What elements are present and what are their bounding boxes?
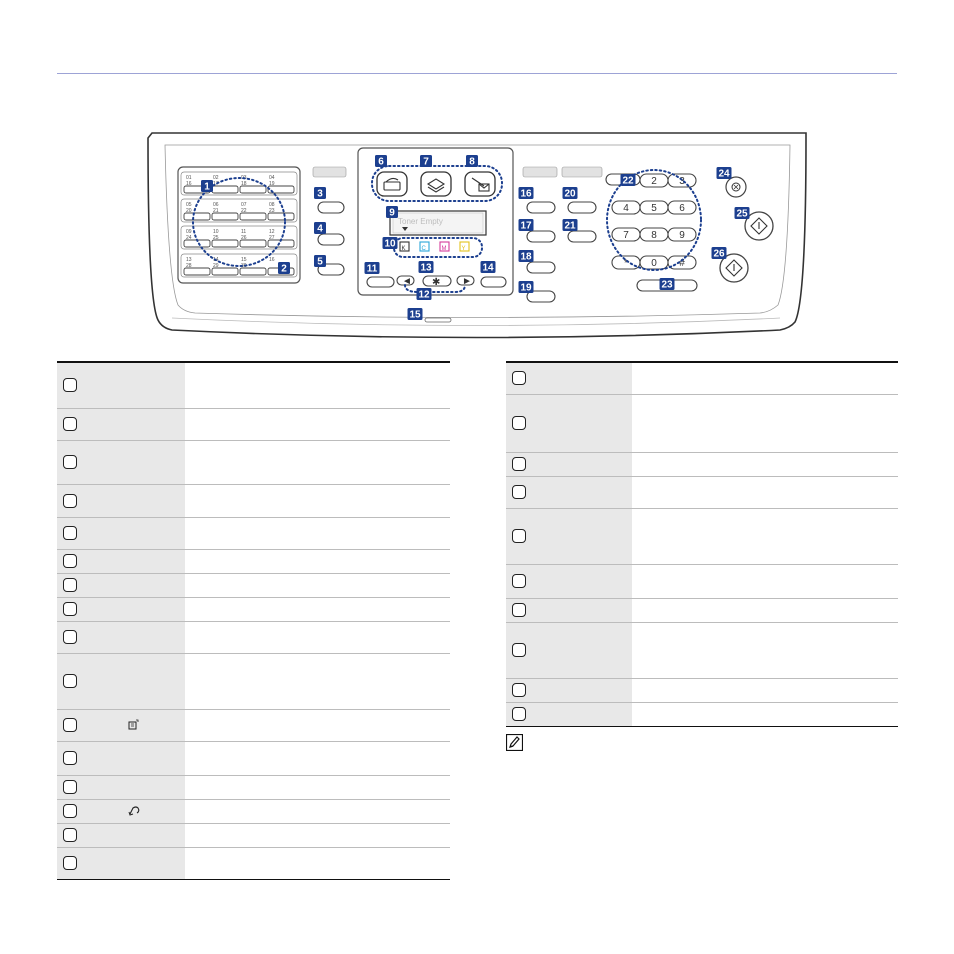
callout-number: 21	[564, 220, 576, 232]
number-box	[63, 804, 77, 818]
callout-number: 3	[317, 188, 323, 200]
table-row	[57, 549, 450, 573]
status-led-slot	[425, 318, 451, 322]
speed-dial-number: 03	[241, 175, 247, 181]
number-box	[512, 574, 526, 588]
number-box	[63, 718, 77, 732]
callout-number: 11	[366, 263, 378, 275]
speed-dial-number: 20	[186, 208, 192, 214]
feature-description-cell	[632, 702, 898, 726]
table-row	[57, 484, 450, 517]
speed-dial-number: 17	[213, 181, 219, 187]
feature-name-cell	[57, 621, 185, 653]
callout-number: 4	[317, 223, 323, 235]
keypad-key-label: 0	[651, 258, 657, 269]
callout-number: 23	[661, 279, 673, 291]
speed-dial-number: 27	[269, 235, 275, 241]
feature-description-cell	[185, 573, 450, 597]
feature-description-cell	[185, 440, 450, 484]
feature-description-cell	[185, 484, 450, 517]
menu-button[interactable]	[367, 277, 394, 287]
speed-dial-number: 07	[241, 202, 247, 208]
speed-dial-number: 24	[186, 235, 192, 241]
label-plate-mid-1	[523, 167, 557, 177]
callout-number: 26	[713, 248, 725, 260]
toner-save-icon	[127, 719, 139, 731]
callout-number: 7	[423, 156, 429, 168]
note-icon	[506, 734, 523, 751]
speed-dial-number: 25	[213, 235, 219, 241]
speed-dial-number: 10	[213, 229, 219, 235]
callout-number: 22	[622, 175, 634, 187]
callout-number: 24	[718, 168, 730, 180]
feature-description-cell	[632, 394, 898, 452]
feature-description-cell	[185, 653, 450, 709]
feature-description-cell	[632, 678, 898, 702]
table-row	[506, 476, 898, 508]
right-feature-table	[506, 361, 898, 727]
callout-number: 19	[520, 282, 532, 294]
feature-name-cell	[57, 362, 185, 408]
redial-button[interactable]	[318, 234, 344, 245]
label-plate-left	[313, 167, 346, 177]
table-row	[506, 394, 898, 452]
feature-description-cell	[185, 517, 450, 549]
feature-description-cell	[185, 549, 450, 573]
keypad-key-label: 6	[679, 203, 685, 214]
number-box	[512, 603, 526, 617]
button-20[interactable]	[568, 202, 596, 213]
feature-name-cell	[57, 775, 185, 799]
button-17[interactable]	[527, 231, 555, 242]
number-box	[63, 828, 77, 842]
button-16[interactable]	[527, 202, 555, 213]
feature-description-cell	[632, 362, 898, 394]
feature-description-cell	[185, 621, 450, 653]
number-box	[512, 371, 526, 385]
callout-number: 12	[418, 289, 430, 301]
keypad-key-label: 5	[651, 203, 657, 214]
speed-dial-button[interactable]	[240, 186, 266, 193]
left-arrow-glyph: ◄	[402, 276, 412, 287]
callout-number: 18	[520, 251, 532, 263]
speed-dial-number: 30	[241, 263, 247, 269]
table-row	[57, 573, 450, 597]
feature-name-cell	[57, 597, 185, 621]
feature-name-cell	[57, 549, 185, 573]
table-row	[506, 362, 898, 394]
keypad-key-label: *	[624, 258, 628, 269]
feature-name-cell	[506, 702, 632, 726]
feature-name-cell	[57, 573, 185, 597]
speed-dial-button[interactable]	[212, 268, 238, 275]
label-plate-mid-2	[562, 167, 602, 177]
number-box	[63, 494, 77, 508]
speed-dial-number: 22	[241, 208, 247, 214]
table-row	[506, 452, 898, 476]
speed-dial-number: 01	[186, 175, 192, 181]
lcd-text: Toner Empty	[398, 217, 443, 226]
table-row	[506, 564, 898, 598]
speed-dial-number: 26	[241, 235, 247, 241]
callout-number: 20	[564, 188, 576, 200]
speed-dial-number: 02	[213, 175, 219, 181]
feature-description-cell	[185, 823, 450, 847]
keypad-key-label: 3	[679, 176, 685, 187]
fax-mode-button[interactable]	[377, 172, 407, 196]
speed-dial-button[interactable]	[212, 213, 238, 220]
feature-description-cell	[632, 622, 898, 678]
table-row	[506, 622, 898, 678]
callout-number: 9	[389, 207, 395, 219]
feature-name-cell	[506, 678, 632, 702]
ok-glyph: ✱	[432, 277, 441, 288]
toner-label: Y	[461, 246, 466, 252]
speed-dial-number: 23	[269, 208, 275, 214]
speed-dial-button[interactable]	[212, 186, 238, 193]
number-box	[512, 416, 526, 430]
feature-name-cell	[57, 709, 185, 741]
feature-description-cell	[185, 362, 450, 408]
callout-number: 25	[736, 208, 748, 220]
callout-number: 1	[204, 181, 210, 193]
feature-name-cell	[57, 847, 185, 879]
table-row	[506, 678, 898, 702]
callout-number: 2	[281, 263, 287, 275]
speed-dial-number: 06	[213, 202, 219, 208]
table-row	[57, 621, 450, 653]
feature-description-cell	[185, 597, 450, 621]
keypad-key-label: #	[679, 258, 685, 269]
feature-description-cell	[632, 564, 898, 598]
feature-name-cell	[57, 440, 185, 484]
number-box	[63, 378, 77, 392]
number-box	[63, 578, 77, 592]
number-box	[63, 526, 77, 540]
address-book-button[interactable]	[318, 202, 344, 213]
number-box	[63, 630, 77, 644]
speed-dial-number: 11	[241, 229, 247, 235]
callout-number: 15	[409, 309, 421, 321]
speed-dial-number: 18	[241, 181, 247, 187]
feature-description-cell	[632, 508, 898, 564]
speed-dial-button[interactable]	[240, 268, 266, 275]
feature-name-cell	[57, 653, 185, 709]
table-row	[57, 517, 450, 549]
feature-name-cell	[506, 452, 632, 476]
table-row	[57, 362, 450, 408]
number-box	[63, 674, 77, 688]
speed-dial-number: 16	[269, 257, 275, 263]
feature-description-cell	[185, 775, 450, 799]
keypad-key-label: 8	[651, 230, 657, 241]
toner-label: M	[441, 246, 447, 252]
feature-name-cell	[57, 408, 185, 440]
speed-dial-number: 29	[213, 263, 219, 269]
speed-dial-number: 21	[213, 208, 219, 214]
table-row	[57, 597, 450, 621]
left-feature-table	[57, 361, 450, 880]
right-arrow-glyph: ►	[462, 276, 472, 287]
feature-name-cell	[506, 564, 632, 598]
button-21[interactable]	[568, 231, 596, 242]
callout-number: 5	[317, 256, 323, 268]
table-row	[57, 847, 450, 879]
feature-name-cell	[57, 484, 185, 517]
speed-dial-number: 15	[241, 257, 247, 263]
number-box	[512, 457, 526, 471]
feature-description-cell	[185, 847, 450, 879]
toner-label: K	[401, 246, 406, 252]
callout-number: 6	[378, 156, 384, 168]
table-row	[57, 741, 450, 775]
callout-number: 16	[520, 188, 532, 200]
speed-dial-number: 08	[269, 202, 275, 208]
number-box	[512, 643, 526, 657]
feature-name-cell	[506, 394, 632, 452]
feature-name-cell	[506, 476, 632, 508]
feature-description-cell	[632, 598, 898, 622]
number-box	[512, 683, 526, 697]
feature-description-cell	[185, 741, 450, 775]
keypad-key-label: 4	[623, 203, 629, 214]
number-box	[63, 856, 77, 870]
feature-name-cell	[506, 622, 632, 678]
table-row	[57, 653, 450, 709]
speed-dial-number: 19	[269, 181, 275, 187]
speed-dial-button[interactable]	[184, 213, 210, 220]
callout-number: 10	[384, 238, 396, 250]
speed-dial-number: 04	[269, 175, 275, 181]
speed-dial-number: 28	[186, 263, 192, 269]
speed-dial-number: 12	[269, 229, 275, 235]
feature-name-cell	[57, 741, 185, 775]
table-row	[57, 775, 450, 799]
feature-description-cell	[632, 452, 898, 476]
number-box	[63, 455, 77, 469]
table-row	[506, 508, 898, 564]
speed-dial-button[interactable]	[240, 213, 266, 220]
table-row	[57, 408, 450, 440]
speed-dial-number: 16	[186, 181, 192, 187]
speed-dial-number: 13	[186, 257, 192, 263]
feature-description-cell	[632, 476, 898, 508]
number-box	[63, 751, 77, 765]
callout-number: 13	[420, 262, 432, 274]
number-box	[63, 417, 77, 431]
feature-name-cell	[57, 799, 185, 823]
feature-description-cell	[185, 799, 450, 823]
back-button[interactable]	[481, 277, 506, 287]
toner-label: C	[421, 246, 426, 252]
control-panel-figure	[0, 0, 954, 350]
callout-number: 8	[469, 156, 475, 168]
back-icon	[127, 805, 143, 817]
speed-dial-button[interactable]	[268, 213, 294, 220]
table-row	[57, 823, 450, 847]
table-row	[506, 598, 898, 622]
number-box	[512, 529, 526, 543]
table-row	[57, 799, 450, 823]
number-box	[63, 602, 77, 616]
keypad-key-label: 7	[623, 230, 629, 241]
callout-number: 17	[520, 220, 532, 232]
callout-number: 14	[482, 262, 494, 274]
speed-dial-button[interactable]	[212, 240, 238, 247]
number-box	[63, 780, 77, 794]
feature-name-cell	[506, 598, 632, 622]
speed-dial-number: 05	[186, 202, 192, 208]
feature-name-cell	[506, 508, 632, 564]
table-row	[57, 709, 450, 741]
number-box	[512, 485, 526, 499]
speed-dial-button[interactable]	[240, 240, 266, 247]
speed-dial-number: 14	[213, 257, 219, 263]
table-row	[506, 702, 898, 726]
speed-dial-button[interactable]	[184, 268, 210, 275]
number-box	[512, 707, 526, 721]
table-row	[57, 440, 450, 484]
speed-dial-number: 09	[186, 229, 192, 235]
feature-description-cell	[185, 709, 450, 741]
feature-description-cell	[185, 408, 450, 440]
keypad-key-label: 2	[651, 176, 657, 187]
feature-name-cell	[57, 517, 185, 549]
feature-name-cell	[57, 823, 185, 847]
button-18[interactable]	[527, 262, 555, 273]
feature-name-cell	[506, 362, 632, 394]
number-box	[63, 554, 77, 568]
keypad-key-label: 9	[679, 230, 685, 241]
